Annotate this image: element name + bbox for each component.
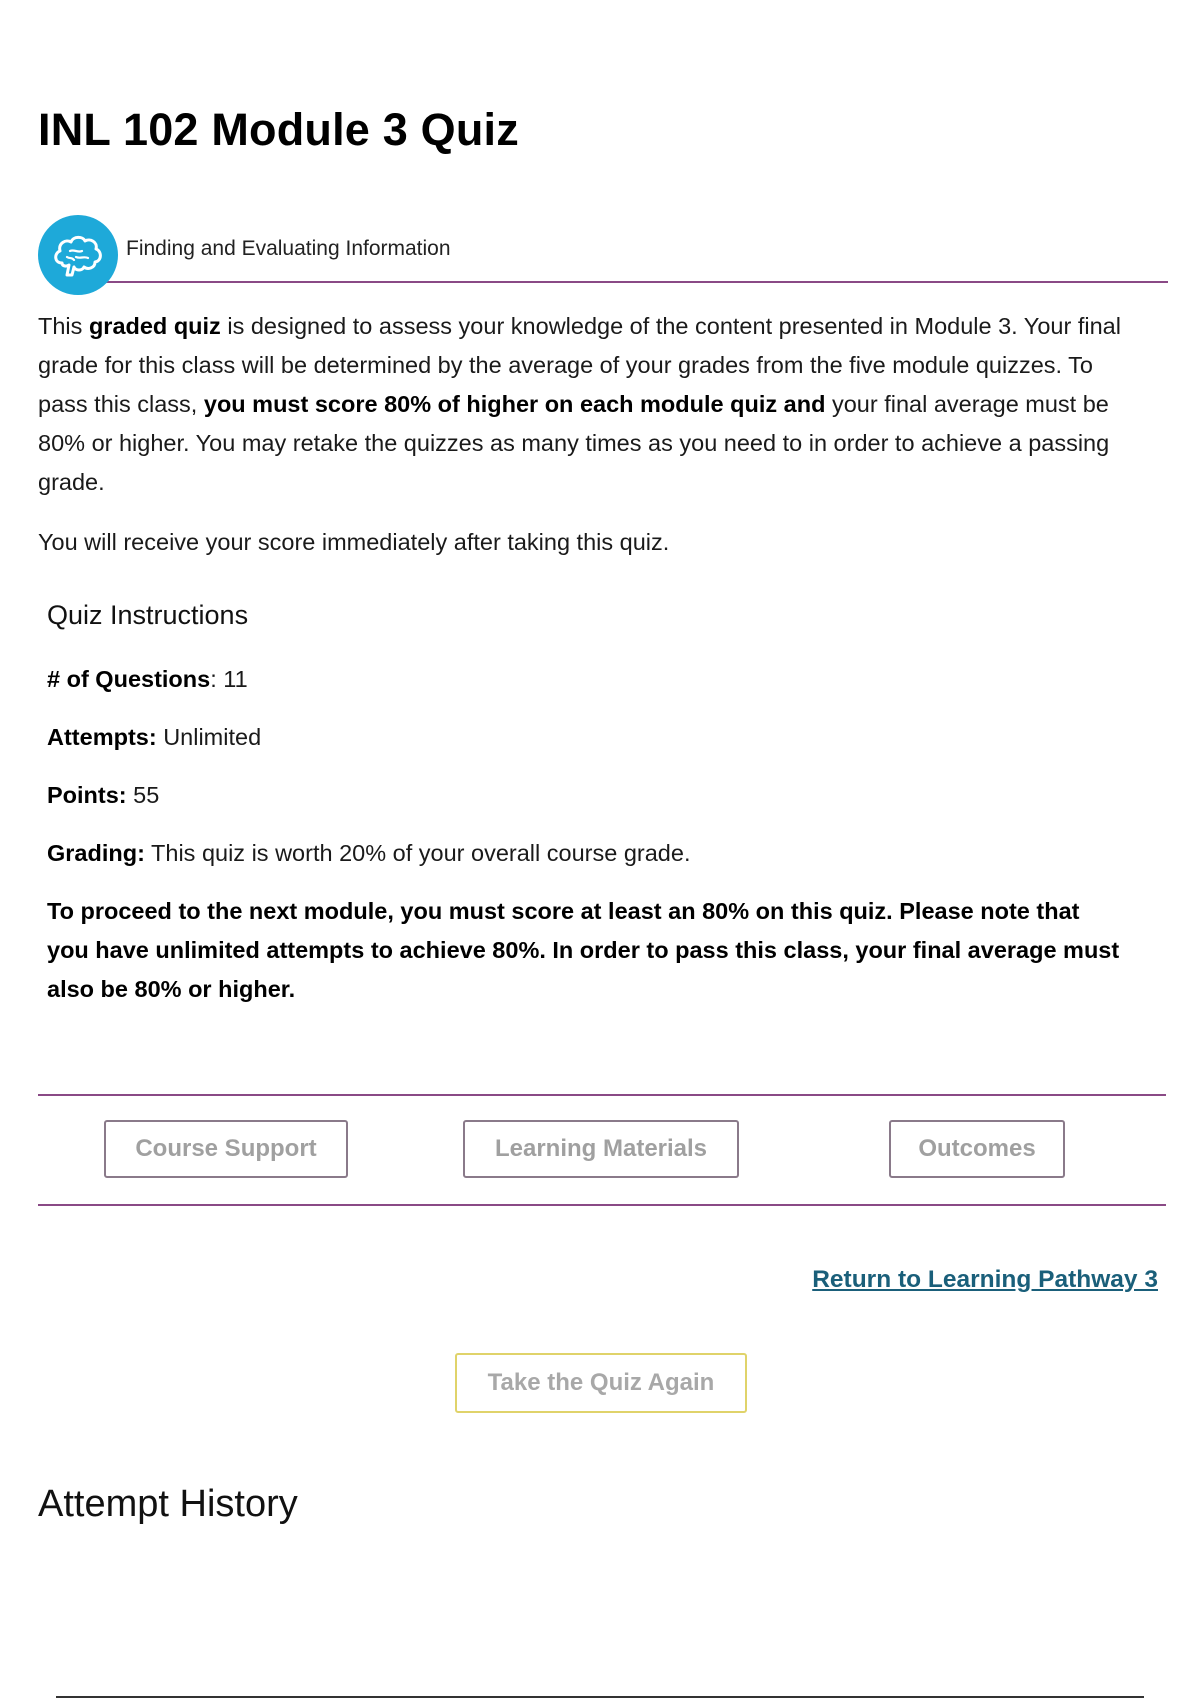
module-banner xyxy=(38,215,1168,285)
learning-materials-button[interactable]: Learning Materials xyxy=(463,1120,739,1178)
points-info: Points: 55 xyxy=(47,782,160,808)
intro-paragraph: This graded quiz is designed to assess your knowledge of the content presented in Module 3. Your final grade for this class will be determined by the average of your grades from the five module quizzes. To pass this class, you must score 80% of higher on each module quiz and your final average must be 80% or higher. You may retake the quizzes as many times as you need to in order to achieve a passing grade. xyxy=(38,313,1121,495)
attempts-info: Attempts: Unlimited xyxy=(47,724,262,750)
pass-requirement-emphasis: you must score 80% of higher on each module quiz and xyxy=(203,391,826,417)
graded-quiz-emphasis: graded quiz xyxy=(88,313,221,339)
attempt-history-heading: Attempt History xyxy=(38,1483,298,1525)
page-bottom-divider xyxy=(56,1696,1144,1698)
page-title: INL 102 Module 3 Quiz xyxy=(38,104,519,155)
quiz-instructions-heading: Quiz Instructions xyxy=(47,600,249,630)
outcomes-button[interactable]: Outcomes xyxy=(889,1120,1065,1178)
grading-info: Grading: This quiz is worth 20% of your overall course grade. xyxy=(47,840,691,866)
proceed-note: To proceed to the next module, you must score at least an 80% on this quiz. Please note that you have unlimited attempts to achieve 80%. In order to pass this class, your final average must also be 80% or higher. xyxy=(47,898,1120,1002)
nav-divider-bottom xyxy=(38,1204,1166,1206)
nav-divider-top xyxy=(38,1094,1166,1096)
take-quiz-again-button[interactable]: Take the Quiz Again xyxy=(455,1353,747,1413)
module-divider xyxy=(78,281,1168,283)
module-label: Finding and Evaluating Information xyxy=(126,237,451,260)
brain-icon xyxy=(38,215,118,295)
questions-count: # of Questions: 11 xyxy=(47,666,248,692)
return-to-pathway-link[interactable]: Return to Learning Pathway 3 xyxy=(812,1266,1158,1293)
course-support-button[interactable]: Course Support xyxy=(104,1120,348,1178)
score-notice: You will receive your score immediately after taking this quiz. xyxy=(38,529,670,555)
